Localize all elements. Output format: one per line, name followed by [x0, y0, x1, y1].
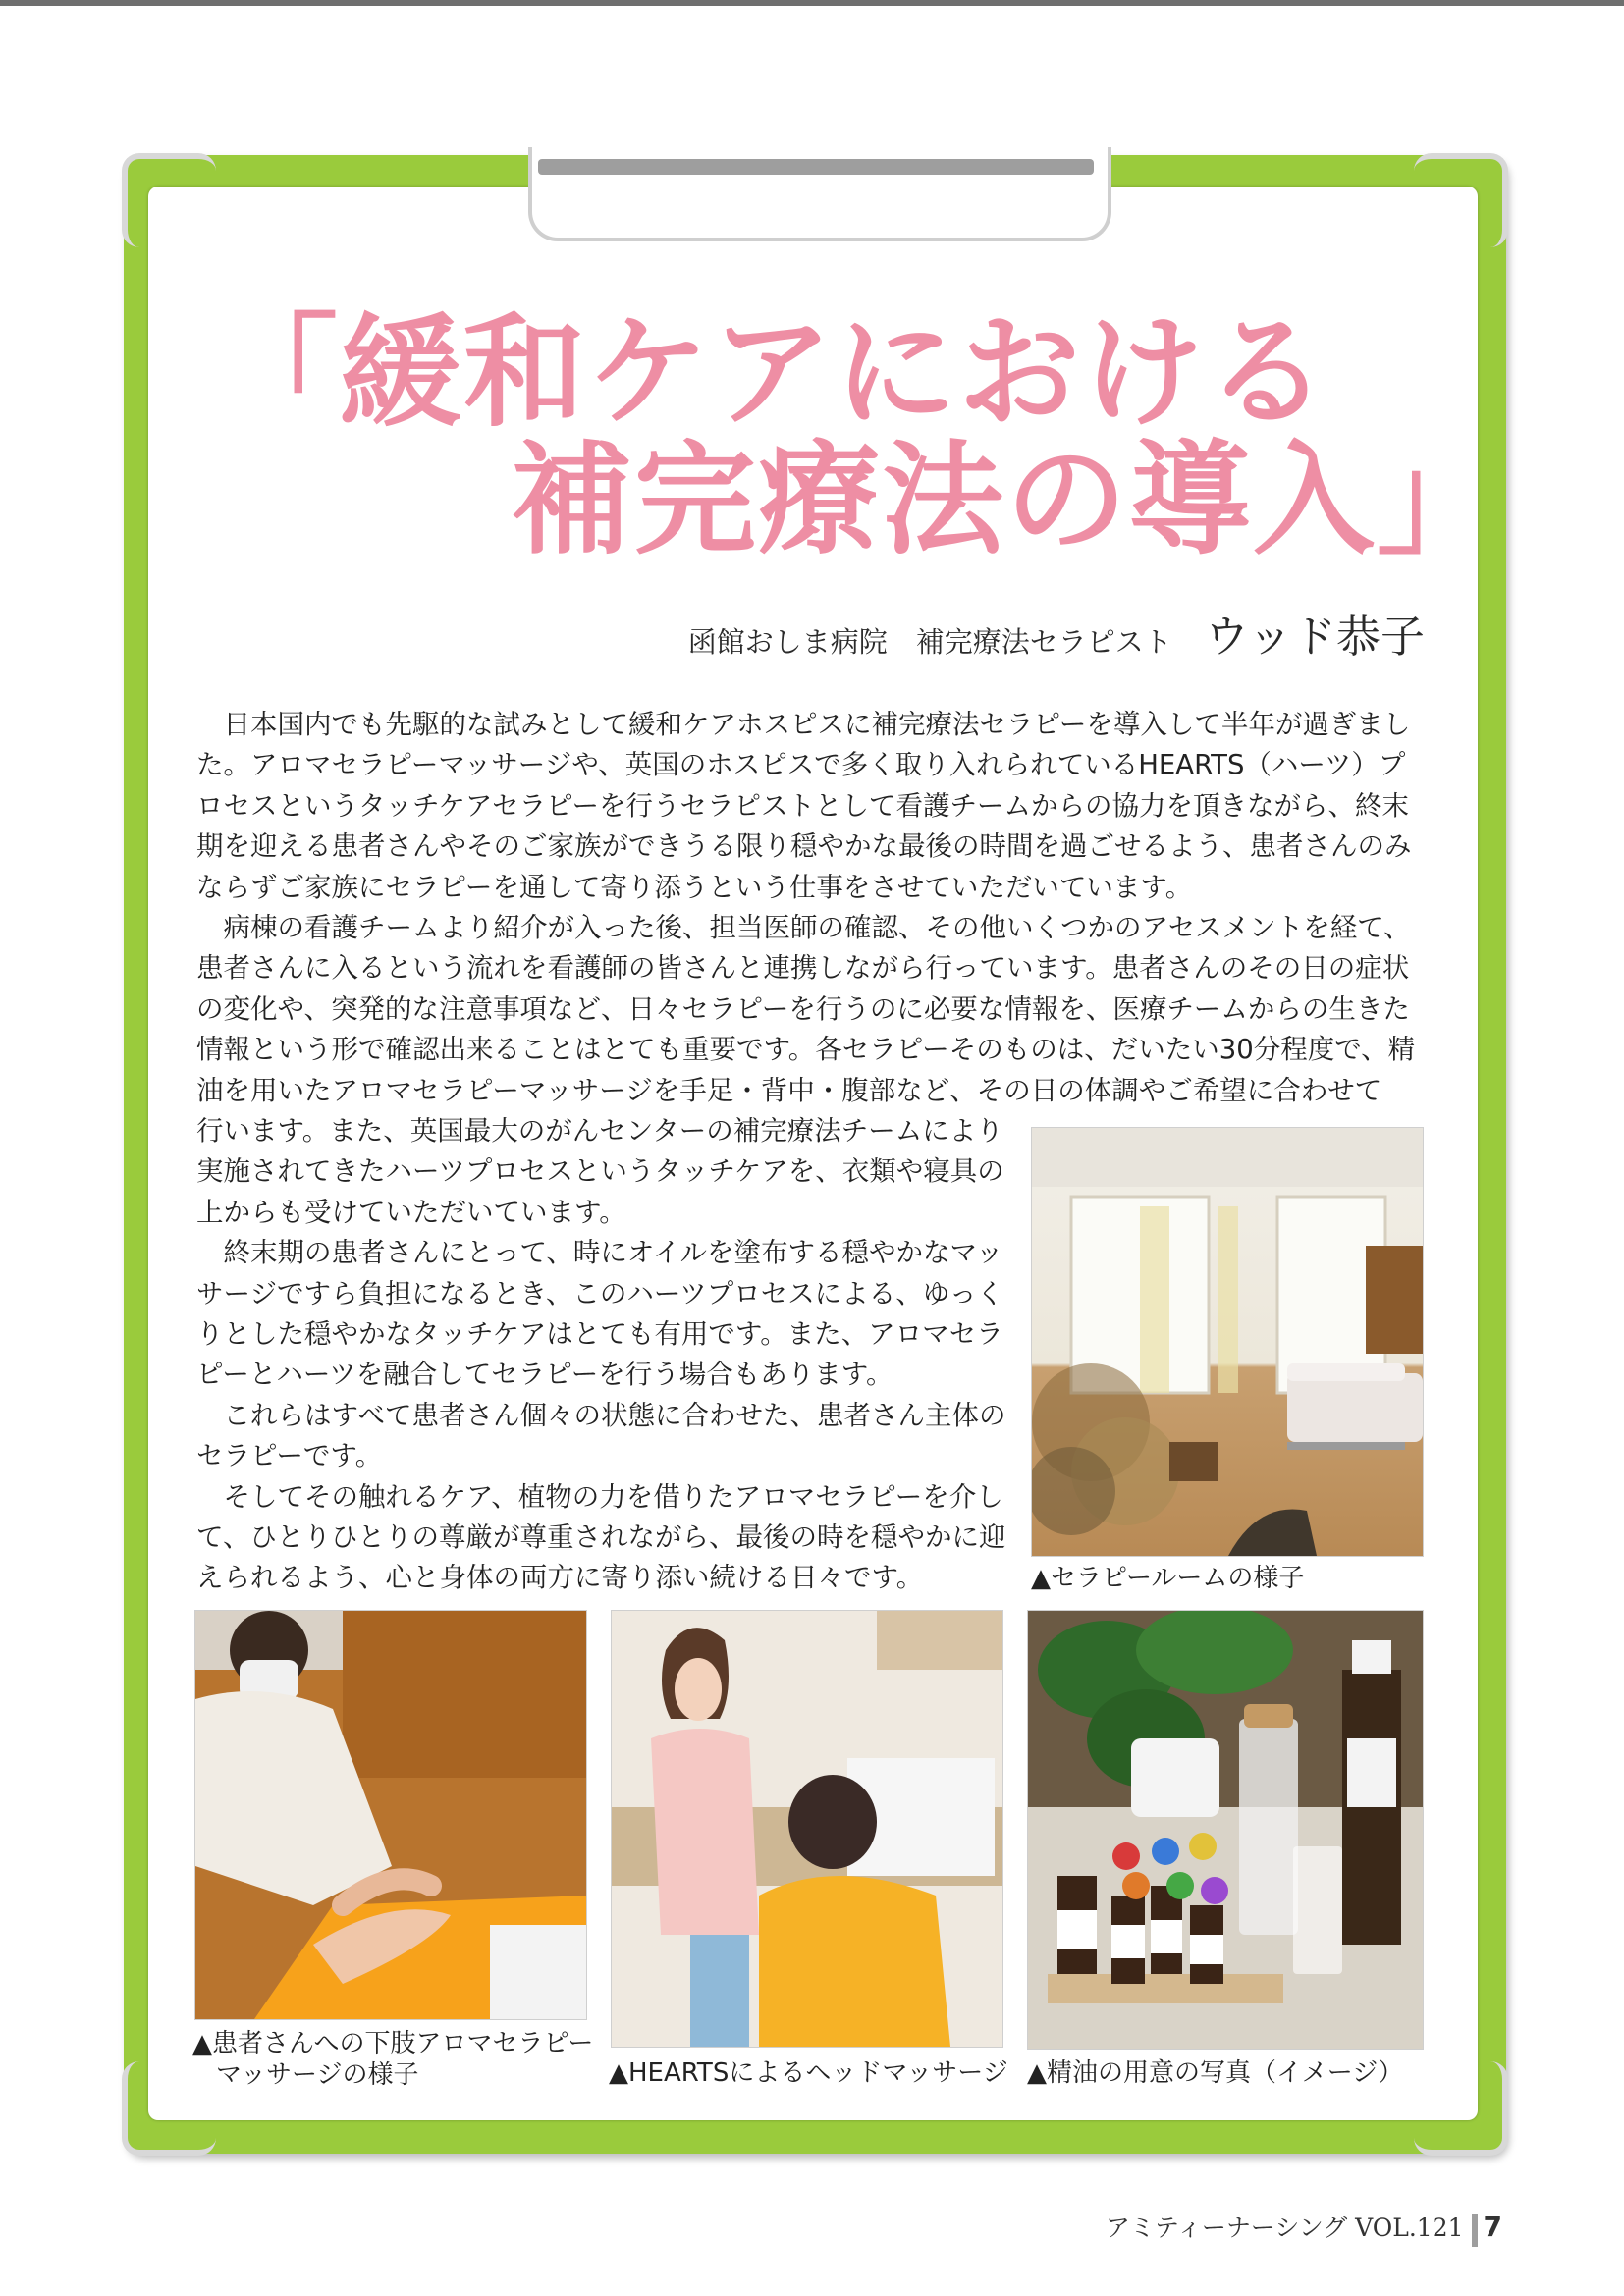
therapy-room-photo: [1031, 1127, 1424, 1557]
article-body-bottom: [196, 1111, 1017, 1599]
clipboard-clip-bar: [538, 159, 1094, 175]
essential-oils-photo: [1027, 1610, 1424, 2050]
head-massage-illustration: [612, 1611, 1002, 2047]
room-photo-caption: ▲セラピールームの様子: [1031, 1564, 1305, 1593]
head-photo-caption: ▲HEARTSによるヘッドマッサージ: [609, 2058, 1008, 2088]
leg-massage-photo: [194, 1610, 587, 2020]
page-top-edge: [0, 0, 1624, 6]
head-massage-photo: [611, 1610, 1003, 2048]
author-name: ウッド恭子: [1204, 611, 1425, 663]
paragraph: 日本国内でも先駆的な試みとして緩和ケアホスピスに補完療法セラピーを導入して半年が過ぎました。アロマセラピーマッサージや、英国のホスピスで多く取り入れられているHEARTS（ハーツ）プロセスというタッチケアセラピーを行うセラピストとして看護チームからの協力を頂きながら、終末期を迎える患者さんやそのご家族ができうる限り穏やかな最後の時間を過ごせるよう、患者さんのみならずご家族にセラピーを通して寄り添うという仕事をさせていただいています。: [196, 709, 1412, 903]
page-number: 7: [1483, 2211, 1502, 2243]
paragraph: これらはすべて患者さん個々の状態に合わせた、患者さん主体のセラピーです。: [196, 1399, 1006, 1472]
paragraph-continued: 行います。また、英国最大のがんセンターの補完療法チームにより実施されてきたハーツプロセスというタッチケアを、衣類や寝具の上からも受けていただいています。: [196, 1115, 1004, 1228]
article-title-line2: 補完療法の導入」: [511, 430, 1501, 571]
leg-photo-caption-line2: マッサージの様子: [216, 2060, 419, 2090]
footer-divider: [1472, 2214, 1478, 2247]
article-body-top: [196, 705, 1428, 1111]
oils-photo-caption: ▲精油の用意の写真（イメージ）: [1027, 2058, 1404, 2088]
leg-photo-caption-line1: ▲患者さんへの下肢アロマセラピー: [192, 2029, 594, 2058]
paragraph: 終末期の患者さんにとって、時にオイルを塗布する穏やかなマッサージですら負担になるとき、このハーツプロセスによる、ゆっくりとした穏やかなタッチケアはとても有用です。また、アロマセラピーとハーツを融合してセラピーを行う場合もあります。: [196, 1237, 1003, 1391]
paragraph: そしてその触れるケア、植物の力を借りたアロマセラピーを介して、ひとりひとりの尊厳が尊重されながら、最後の時を穏やかに迎えられるよう、心と身体の両方に寄り添い続ける日々です。: [196, 1480, 1006, 1594]
byline: [688, 601, 1425, 665]
magazine-issue: アミティーナーシング VOL.121: [1105, 2214, 1464, 2242]
author-affiliation: 函館おしま病院 補完療法セラピスト: [687, 625, 1172, 659]
essential-oils-illustration: [1028, 1611, 1423, 2049]
page-footer: [1106, 2209, 1502, 2247]
paragraph: 病棟の看護チームより紹介が入った後、担当医師の確認、その他いくつかのアセスメントを経て、患者さんに入るという流れを看護師の皆さんと連携しながら行っています。患者さんのその日の症状の変化や、突発的な注意事項など、日々セラピーを行うのに必要な情報を、医療チームからの生きた情報という形で確認出来ることはとても重要です。各セラピーそのものは、だいたい30分程度で、精油を用いたアロマセラピーマッサージを手足・背中・腹部など、その日の体調やご希望に合わせて: [196, 912, 1416, 1106]
article-title-line1: 「緩和ケアにおける: [216, 302, 1330, 444]
leg-massage-illustration: [195, 1611, 586, 2019]
therapy-room-illustration: [1032, 1128, 1423, 1556]
